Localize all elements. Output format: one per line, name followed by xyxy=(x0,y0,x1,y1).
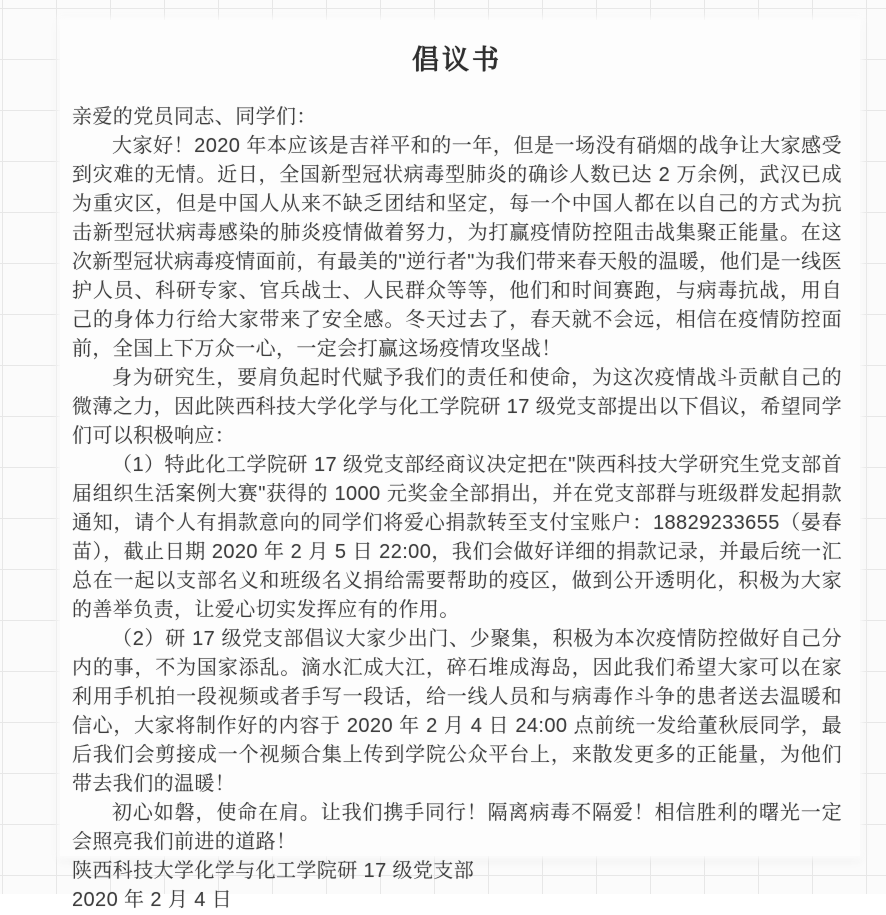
paragraph-intro: 大家好！2020 年本应该是吉祥平和的一年，但是一场没有硝烟的战争让大家感受到灾难的无情。近日，全国新型冠状病毒型肺炎的确诊人数已达 2 万余例，武汉已成为重灾区，但是中国人从来不缺乏团结和坚定，每一个中国人都在以自己的方式为抗击新型冠状病毒感染的肺炎疫情做着努力，为打赢疫情防控阻击战集聚正能量。在这次新型冠状病毒疫情面前，有最美的"逆行者"为我们带来春天般的温暖，他们是一线医护人员、科研专家、官兵战士、人民群众等等，他们和时间赛跑，与病毒抗战，用自己的身体力行给大家带来了安全感。冬天过去了，春天就不会远，相信在疫情防控面前，全国上下万众一心，一定会打赢这场疫情攻坚战！ xyxy=(72,135,842,360)
paragraph-proposal-2-stay-home: （2）研 17 级党支部倡议大家少出门、少聚集，积极为本次疫情防控做好自己分内的事，不为国家添乱。滴水汇成大江，碎石堆成海岛，因此我们希望大家可以在家利用手机拍一段视频或者手写一段话，给一线人员和与病毒作斗争的患者送去温暖和信心，大家将制作好的内容于 2020 年 2 月 4 日 24:00 点前统一发给董秋辰同学，最后我们会剪接成一个视频合集上传到学院公众平台上，来散发更多的正能量，为他们带去我们的温暖！ xyxy=(72,628,842,795)
signature-org: 陕西科技大学化学与化工学院研 17 级党支部 xyxy=(72,860,475,882)
document-sheet xyxy=(60,20,860,911)
signature-block xyxy=(72,857,842,915)
signature-date: 2020 年 2 月 4 日 xyxy=(72,889,233,911)
salutation: 亲爱的党员同志、同学们： xyxy=(72,106,317,128)
document-title: 倡议书 xyxy=(412,45,502,75)
paragraph-proposal-1-donation: （1）特此化工学院研 17 级党支部经商议决定把在"陕西科技大学研究生党支部首届组织生活案例大赛"获得的 1000 元奖金全部捐出，并在党支部群与班级群发起捐款通知，请个人有捐款意向的同学们将爱心捐款转至支付宝账户：18829233655（晏春苗），截止日期 2020 年 2 月 5 日 22:00，我们会做好详细的捐款记录，并最后统一汇总在一起以支部名义和班级名义捐给需要帮助的疫区，做到公开透明化，积极为大家的善举负责，让爱心切实发挥应有的作用。 xyxy=(72,454,842,621)
paragraph-closing: 初心如磐，使命在肩。让我们携手同行！隔离病毒不隔爱！相信胜利的曙光一定会照亮我们前进的道路！ xyxy=(72,802,842,853)
document-content xyxy=(60,20,860,915)
paragraph-call-to-action: 身为研究生，要肩负起时代赋予我们的责任和使命，为这次疫情战斗贡献自己的微薄之力，因此陕西科技大学化学与化工学院研 17 级党支部提出以下倡议，希望同学们可以积极响应： xyxy=(72,367,842,447)
